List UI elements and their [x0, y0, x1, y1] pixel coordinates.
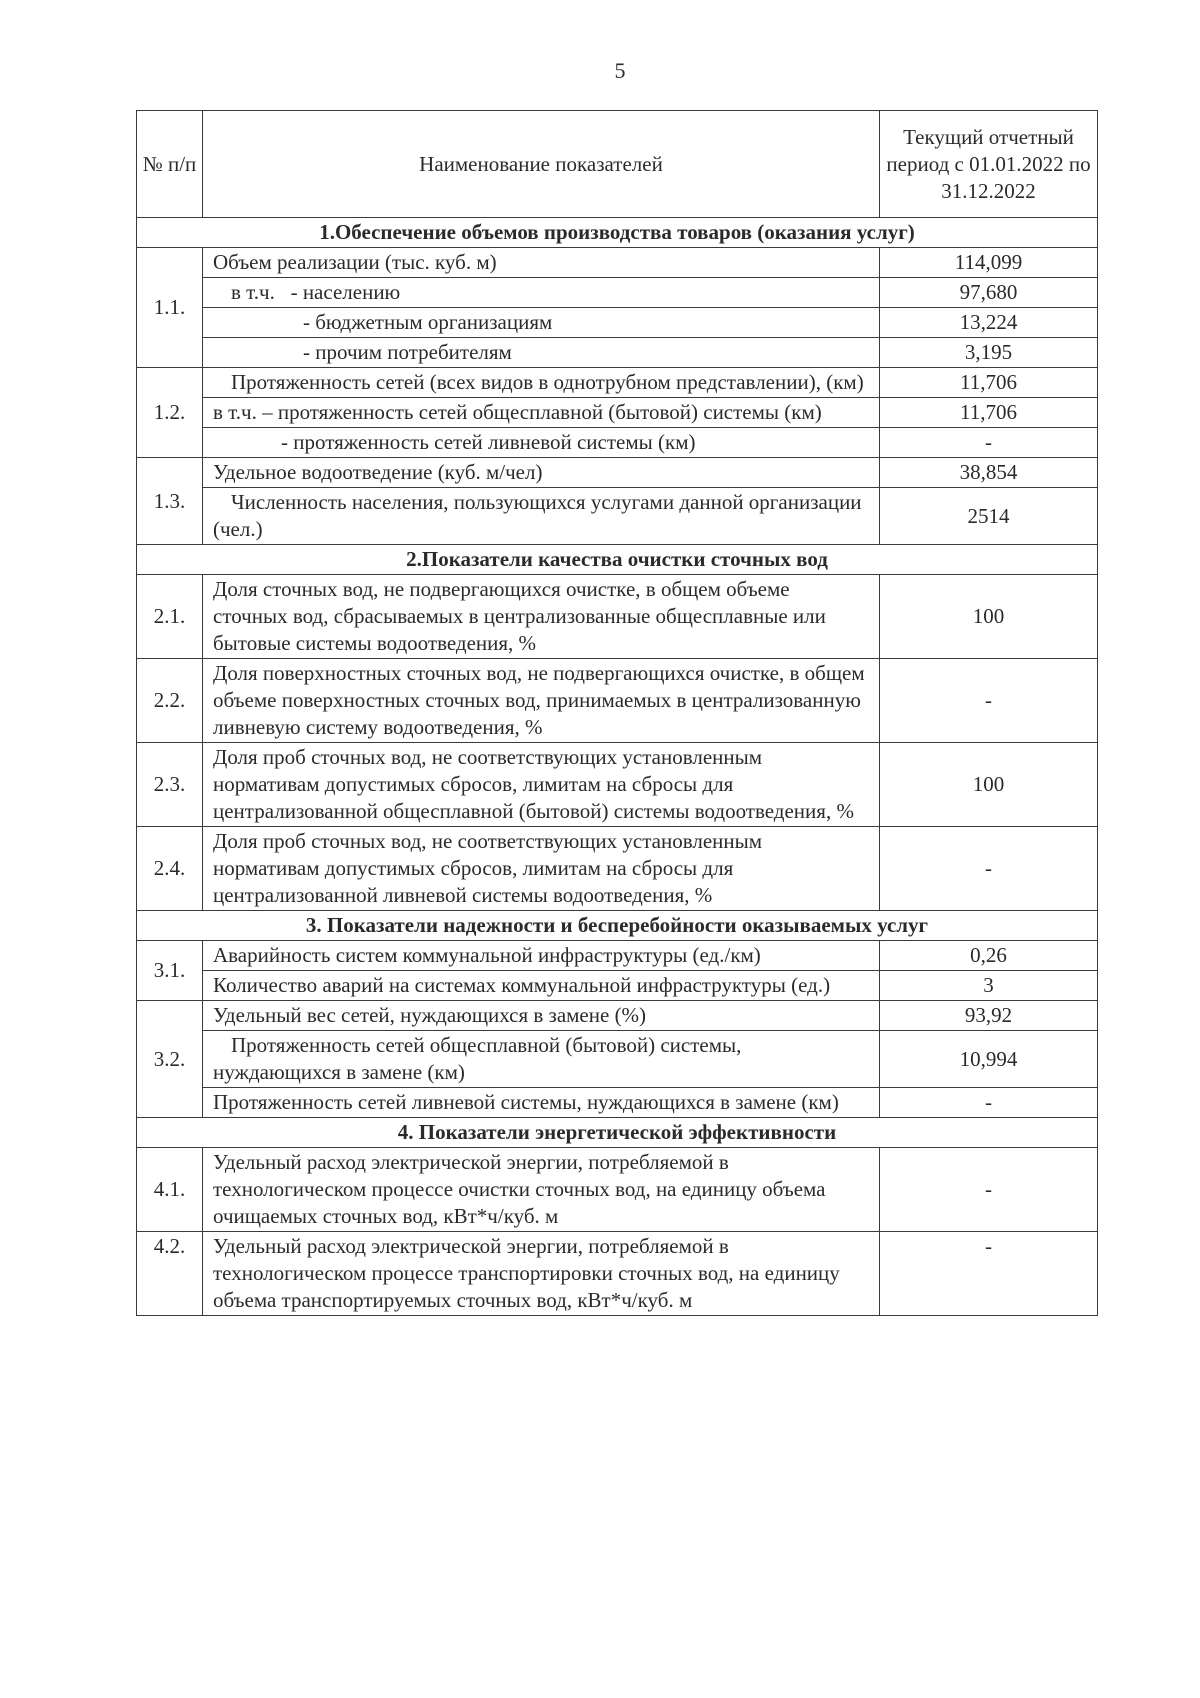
section-title: 3. Показатели надежности и бесперебойности оказываемых услуг — [137, 911, 1098, 941]
page-number: 5 — [614, 58, 626, 83]
indicator-value: - — [880, 1148, 1098, 1232]
indicator-name: Численность населения, пользующихся услугами данной организации (чел.) — [203, 488, 880, 545]
indicator-name: Доля поверхностных сточных вод, не подвергающихся очистке, в общем объеме поверхностных сточных вод, принимаемых в централизованную ливневую систему водоотведения, % — [203, 659, 880, 743]
indicator-name: Протяженность сетей (всех видов в однотрубном представлении), (км) — [203, 368, 880, 398]
table-row — [137, 368, 1098, 398]
table-header-row — [137, 111, 1098, 218]
indicator-name: Удельный вес сетей, нуждающихся в замене (%) — [203, 1001, 880, 1031]
section-title: 1.Обеспечение объемов производства товаров (оказания услуг) — [137, 218, 1098, 248]
indicator-value: - — [880, 428, 1098, 458]
header-num: № п/п — [137, 111, 203, 218]
section-row — [137, 1118, 1098, 1148]
indicator-value: - — [880, 827, 1098, 911]
table-row — [137, 308, 1098, 338]
table-row — [137, 338, 1098, 368]
row-number: 2.2. — [137, 659, 203, 743]
section-row — [137, 911, 1098, 941]
indicator-name: в т.ч. - населению — [203, 278, 880, 308]
indicator-name: - прочим потребителям — [203, 338, 880, 368]
indicator-name: Удельный расход электрической энергии, потребляемой в технологическом процессе транспортировки сточных вод, на единицу объема транспортируемых сточных вод, кВт*ч/куб. м — [203, 1232, 880, 1316]
indicator-value: 10,994 — [880, 1031, 1098, 1088]
table-row — [137, 458, 1098, 488]
section-row — [137, 218, 1098, 248]
indicator-name: в т.ч. – протяженность сетей общесплавной (бытовой) системы (км) — [203, 398, 880, 428]
indicator-value: - — [880, 1088, 1098, 1118]
table-row — [137, 1148, 1098, 1232]
indicator-value: 97,680 — [880, 278, 1098, 308]
indicator-name: Доля проб сточных вод, не соответствующих установленным нормативам допустимых сбросов, лимитам на сбросы для централизованной общесплавной (бытовой) системы водоотведения, % — [203, 743, 880, 827]
row-number: 2.1. — [137, 575, 203, 659]
indicator-value: 11,706 — [880, 368, 1098, 398]
table-row — [137, 1232, 1098, 1316]
row-number: 2.4. — [137, 827, 203, 911]
indicator-value: - — [880, 659, 1098, 743]
indicator-value: 38,854 — [880, 458, 1098, 488]
row-number: 1.1. — [137, 248, 203, 368]
row-number: 1.3. — [137, 458, 203, 545]
indicator-name: Доля проб сточных вод, не соответствующих установленным нормативам допустимых сбросов, лимитам на сбросы для централизованной ливневой системы водоотведения, % — [203, 827, 880, 911]
indicator-value: 3 — [880, 971, 1098, 1001]
indicator-name: Аварийность систем коммунальной инфраструктуры (ед./км) — [203, 941, 880, 971]
indicator-name: Доля сточных вод, не подвергающихся очистке, в общем объеме сточных вод, сбрасываемых в централизованные общесплавные или бытовые системы водоотведения, % — [203, 575, 880, 659]
indicator-name: Объем реализации (тыс. куб. м) — [203, 248, 880, 278]
table-row — [137, 278, 1098, 308]
table-row — [137, 1031, 1098, 1088]
row-number: 4.2. — [137, 1232, 203, 1316]
indicator-value: 2514 — [880, 488, 1098, 545]
section-title: 2.Показатели качества очистки сточных вод — [137, 545, 1098, 575]
indicator-name: Удельное водоотведение (куб. м/чел) — [203, 458, 880, 488]
table-row — [137, 575, 1098, 659]
indicator-value: 100 — [880, 743, 1098, 827]
table-row — [137, 398, 1098, 428]
table-row — [137, 941, 1098, 971]
indicator-value: 13,224 — [880, 308, 1098, 338]
table-row — [137, 1001, 1098, 1031]
indicator-value: 0,26 — [880, 941, 1098, 971]
indicator-name: Протяженность сетей ливневой системы, нуждающихся в замене (км) — [203, 1088, 880, 1118]
indicator-value: 3,195 — [880, 338, 1098, 368]
table-row — [137, 1088, 1098, 1118]
section-row — [137, 545, 1098, 575]
row-number: 3.1. — [137, 941, 203, 1001]
indicator-name: Удельный расход электрической энергии, потребляемой в технологическом процессе очистки сточных вод, на единицу объема очищаемых сточных вод, кВт*ч/куб. м — [203, 1148, 880, 1232]
section-title: 4. Показатели энергетической эффективности — [137, 1118, 1098, 1148]
indicator-name: Протяженность сетей общесплавной (бытовой) системы, нуждающихся в замене (км) — [203, 1031, 880, 1088]
indicators-table — [136, 110, 1098, 1316]
table-row — [137, 971, 1098, 1001]
row-number: 2.3. — [137, 743, 203, 827]
indicator-value: 11,706 — [880, 398, 1098, 428]
table-row — [137, 827, 1098, 911]
table-row — [137, 428, 1098, 458]
indicator-value: 100 — [880, 575, 1098, 659]
table-row — [137, 248, 1098, 278]
header-name: Наименование показателей — [203, 111, 880, 218]
indicator-name: - протяженность сетей ливневой системы (км) — [203, 428, 880, 458]
row-number: 3.2. — [137, 1001, 203, 1118]
indicator-value: 93,92 — [880, 1001, 1098, 1031]
row-number: 4.1. — [137, 1148, 203, 1232]
row-number: 1.2. — [137, 368, 203, 458]
header-period: Текущий отчетный период с 01.01.2022 по 31.12.2022 — [880, 111, 1098, 218]
indicator-value: - — [880, 1232, 1098, 1316]
table-row — [137, 743, 1098, 827]
indicator-name: - бюджетным организациям — [203, 308, 880, 338]
table-row — [137, 488, 1098, 545]
indicator-value: 114,099 — [880, 248, 1098, 278]
table-row — [137, 659, 1098, 743]
indicator-name: Количество аварий на системах коммунальной инфраструктуры (ед.) — [203, 971, 880, 1001]
